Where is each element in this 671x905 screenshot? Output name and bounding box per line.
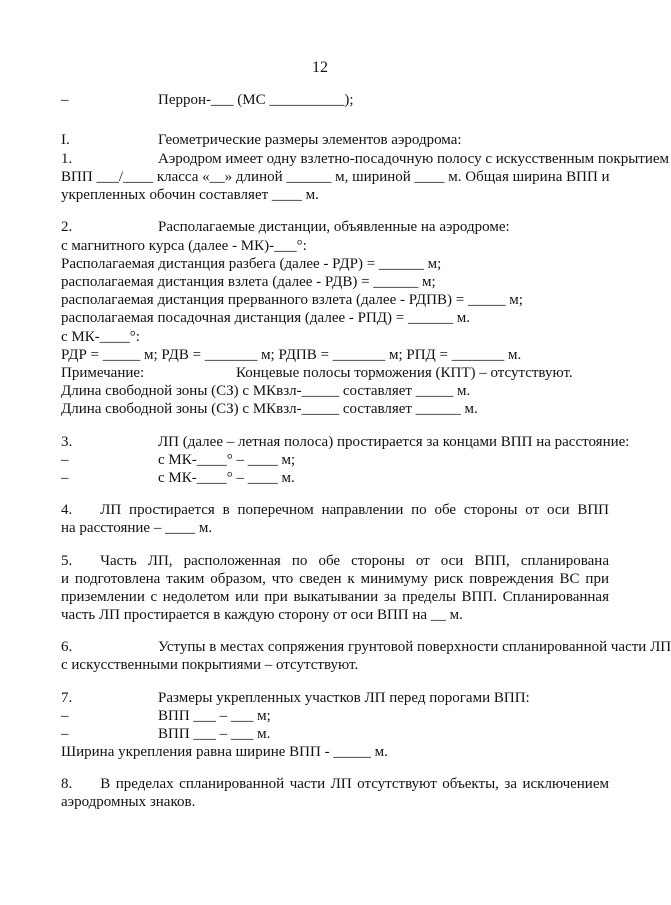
item-text: Уступы в местах сопряжения грунтовой поверхности спланированной части ЛП bbox=[158, 639, 671, 655]
item-text: ЛП (далее – летная полоса) простирается за концами ВПП на расстояние: bbox=[158, 434, 630, 450]
line-section-i bbox=[61, 131, 609, 149]
line-clearway-1: Длина свободной зоны (СЗ) с МКвзл-_____ составляет _____ м. bbox=[61, 383, 471, 399]
line-item-7 bbox=[61, 689, 609, 707]
line-apron bbox=[61, 91, 609, 109]
item-number: 1. bbox=[61, 151, 73, 167]
line-strip-mk-1 bbox=[61, 451, 609, 469]
line-threshold-1 bbox=[61, 707, 609, 725]
line-shoulders: укрепленных обочин составляет ____ м. bbox=[61, 187, 319, 203]
line-item-6 bbox=[61, 638, 671, 656]
line-item-5-cont-3: часть ЛП простирается в каждую сторону от оси ВПП на __ м. bbox=[61, 607, 463, 623]
line-strip-mk-2 bbox=[61, 469, 609, 487]
item-text: Располагаемые дистанции, объявленные на аэродроме: bbox=[158, 219, 510, 235]
note-label: Примечание: bbox=[61, 365, 145, 381]
line-mk: с МК-____°: bbox=[61, 329, 140, 345]
apron-text: Перрон-___ (МС __________); bbox=[158, 92, 354, 108]
item-text: Размеры укрепленных участков ЛП перед порогами ВПП: bbox=[158, 690, 530, 706]
line-item-1 bbox=[61, 150, 670, 168]
line-item-5-cont-2: приземлении с недолетом или при выкатывании за пределы ВПП. Спланированная bbox=[61, 589, 609, 605]
dash-marker: – bbox=[61, 452, 69, 468]
section-title: Геометрические размеры элементов аэродрома: bbox=[158, 132, 462, 148]
line-item-8-cont: аэродромных знаков. bbox=[61, 794, 196, 810]
line-asda: располагаемая дистанция прерванного взлета (далее - РДПВ) = _____ м; bbox=[61, 292, 523, 308]
item-number: 4. bbox=[61, 502, 73, 518]
line-item-3 bbox=[61, 433, 630, 451]
dash-marker: – bbox=[61, 726, 69, 742]
line-note bbox=[61, 364, 609, 382]
line-item-5-cont-1: и подготовлена таким образом, что сведен к минимуму риск повреждения ВС при bbox=[61, 571, 609, 587]
line-runway-class: ВПП ___/____ класса «__» длиной ______ м, шириной ____ м. Общая ширина ВПП и bbox=[61, 169, 610, 185]
strip-text: с МК-____° – ____ м. bbox=[158, 470, 295, 486]
line-toda: располагаемая дистанция взлета (далее - РДВ) = ______ м; bbox=[61, 274, 436, 290]
item-number: 2. bbox=[61, 219, 73, 235]
dash-marker: – bbox=[61, 708, 69, 724]
section-number: I. bbox=[61, 132, 70, 148]
threshold-text: ВПП ___ – ___ м; bbox=[158, 708, 271, 724]
item-text: Часть ЛП, расположенная по обе стороны от оси ВПП, спланирована bbox=[100, 553, 609, 569]
item-number: 5. bbox=[61, 553, 73, 569]
note-text: Концевые полосы торможения (КПТ) – отсутствуют. bbox=[236, 365, 573, 381]
line-clearway-2: Длина свободной зоны (СЗ) с МКвзл-_____ составляет ______ м. bbox=[61, 401, 478, 417]
line-distances-summary: РДР = _____ м; РДВ = _______ м; РДПВ = _______ м; РПД = _______ м. bbox=[61, 347, 522, 363]
item-number: 3. bbox=[61, 434, 73, 450]
item-number: 6. bbox=[61, 639, 73, 655]
line-item-5 bbox=[61, 552, 609, 570]
line-item-8 bbox=[61, 775, 609, 793]
item-number: 7. bbox=[61, 690, 73, 706]
line-item-4 bbox=[61, 501, 609, 519]
strip-text: с МК-____° – ____ м; bbox=[158, 452, 296, 468]
line-strip-width: на расстояние – ____ м. bbox=[61, 520, 213, 536]
line-item-6-cont: с искусственными покрытиями – отсутствуют. bbox=[61, 657, 359, 673]
item-number: 8. bbox=[61, 776, 73, 792]
line-item-2 bbox=[61, 218, 609, 236]
item-text: ЛП простирается в поперечном направлении по обе стороны от оси ВПП bbox=[100, 502, 609, 518]
dash-marker: – bbox=[61, 92, 69, 108]
item-text: В пределах спланированной части ЛП отсутствуют объекты, за исключением bbox=[100, 776, 609, 792]
line-magnetic-course: с магнитного курса (далее - МК)-___°: bbox=[61, 238, 307, 254]
dash-marker: – bbox=[61, 470, 69, 486]
line-lda: располагаемая посадочная дистанция (далее - РПД) = ______ м. bbox=[61, 310, 470, 326]
line-tora: Располагаемая дистанция разбега (далее - РДР) = ______ м; bbox=[61, 256, 442, 272]
line-threshold-2 bbox=[61, 725, 609, 743]
item-text: Аэродром имеет одну взлетно-посадочную полосу с искусственным покрытием bbox=[158, 151, 670, 167]
threshold-text: ВПП ___ – ___ м. bbox=[158, 726, 271, 742]
line-reinforcement-width: Ширина укрепления равна ширине ВПП - _____ м. bbox=[61, 744, 388, 760]
page-number: 12 bbox=[312, 59, 328, 76]
